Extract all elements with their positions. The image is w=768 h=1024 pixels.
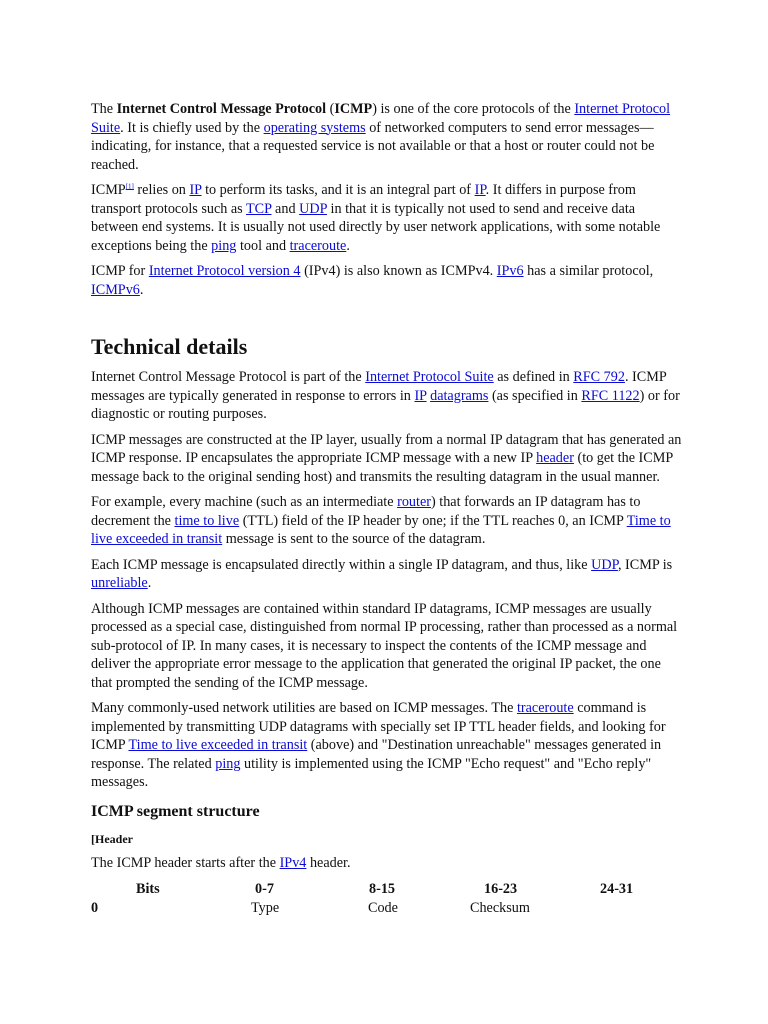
ip-relation-paragraph: ICMP[1] relies on IP to perform its tasks, and it is an integral part of IP. It differs in purpose from transport protocols such as TCP and UDP in that it is typically not used to send and receive data between end systems. It is usually not used directly by user network applications, with some notable exceptions being the ping tool and traceroute.: [91, 182, 661, 254]
link-tcp[interactable]: TCP: [246, 200, 272, 217]
link-internet-protocol-suite[interactable]: Internet Protocol Suite: [91, 101, 671, 136]
table-cell-type: Type: [251, 900, 280, 916]
table-cell-offset: 0: [91, 900, 99, 916]
link-traceroute-2[interactable]: traceroute: [516, 700, 574, 716]
table-header-16-23: 16-23: [484, 881, 518, 897]
link-traceroute[interactable]: traceroute: [289, 237, 347, 254]
link-header[interactable]: header: [536, 450, 574, 466]
link-rfc-792[interactable]: RFC 792: [573, 369, 625, 385]
table-cell-checksum: Checksum: [470, 900, 530, 916]
link-ping-2[interactable]: ping: [215, 755, 241, 772]
section-heading-technical-details: Technical details: [91, 334, 248, 359]
table-cell-code: Code: [368, 900, 398, 916]
link-ping[interactable]: ping: [211, 237, 237, 254]
section-heading-segment-structure: ICMP segment structure: [91, 802, 260, 820]
icmp-header-table: [91, 880, 683, 920]
icmpv4-paragraph: ICMP for Internet Protocol version 4 (IPv4) is also known as ICMPv4. IPv6 has a similar protocol, ICMPv6.: [91, 263, 654, 298]
link-ip[interactable]: IP: [189, 182, 202, 198]
link-udp-2[interactable]: UDP: [591, 556, 618, 573]
link-ipv4-2[interactable]: IPv4: [279, 854, 307, 871]
table-header-bits: Bits: [136, 881, 160, 897]
article-body: [91, 100, 683, 920]
table-header-8-15: 8-15: [369, 881, 396, 897]
subsection-heading-header: [Header: [91, 831, 133, 846]
header-start-paragraph: The ICMP header starts after the IPv4 header.: [91, 854, 351, 871]
citation-link[interactable]: [1]: [125, 182, 134, 191]
intro-paragraph: The Internet Control Message Protocol (ICMP) is one of the core protocols of the Internet Protocol Suite. It is chiefly used by the operating systems of networked computers to send error messages—indicating, for instance, that a requested service is not available or that a host or router could not be reached.: [91, 101, 671, 173]
link-router[interactable]: router: [397, 494, 431, 510]
link-time-to-live[interactable]: time to live: [174, 512, 240, 529]
table-header-24-31: 24-31: [600, 881, 634, 897]
link-ttl-exceeded[interactable]: Time to live exceeded in transit: [91, 512, 671, 547]
processing-paragraph: Although ICMP messages are contained within standard IP datagrams, ICMP messages are usually processed as a special case, distinguished from normal IP processing, rather than processed as a normal sub-protocol of IP. In many cases, it is necessary to inspect the contents of the ICMP message and deliver the appropriate error message to the application that generated the original IP packet, the one that prompted the sending of the ICMP message.: [91, 600, 678, 691]
utilities-paragraph: Many commonly-used network utilities are based on ICMP messages. The traceroute command is implemented by transmitting UDP datagrams with specially set IP TTL header fields, and looking for ICMP Time to live exceeded in transit (above) and "Destination unreachable" messages generated in response. The related ping utility is implemented using the ICMP "Echo request" and "Echo reply" messages.: [91, 700, 666, 790]
link-operating-systems[interactable]: operating systems: [263, 119, 366, 136]
link-ip-2[interactable]: IP: [474, 182, 486, 198]
ttl-example-paragraph: For example, every machine (such as an intermediate router) that forwards an IP datagram has to decrement the time to live (TTL) field of the IP header by one; if the TTL reaches 0, an ICMP Time to live exceeded in transit message is sent to the source of the datagram.: [91, 494, 671, 547]
link-datagrams[interactable]: datagrams: [430, 387, 489, 404]
link-internet-protocol-suite-2[interactable]: Internet Protocol Suite: [365, 369, 494, 385]
link-ipv6[interactable]: IPv6: [496, 263, 524, 279]
protocol-suite-paragraph: Internet Control Message Protocol is part of the Internet Protocol Suite as defined in RFC 792. ICMP messages are typically generated in response to errors in IP datagrams (as specified in RFC 1122) or for diagnostic or routing purposes.: [91, 369, 680, 422]
table-header-0-7: 0-7: [255, 881, 274, 897]
construction-paragraph: ICMP messages are constructed at the IP layer, usually from a normal IP datagram that has generated an ICMP response. IP encapsulates the appropriate ICMP message with a new IP header (to get the ICMP message back to the original sending host) and transmits the resulting datagram in the usual manner.: [91, 431, 682, 485]
link-ip-3[interactable]: IP: [414, 387, 427, 404]
link-icmpv6[interactable]: ICMPv6: [91, 281, 140, 298]
link-ttl-exceeded-2[interactable]: Time to live exceeded in transit: [128, 737, 308, 753]
link-udp[interactable]: UDP: [299, 200, 327, 217]
encapsulation-paragraph: Each ICMP message is encapsulated directly within a single IP datagram, and thus, like UDP, ICMP is unreliable.: [91, 556, 673, 591]
link-rfc-1122[interactable]: RFC 1122: [581, 387, 640, 404]
link-unreliable[interactable]: unreliable: [91, 575, 148, 591]
link-ipv4[interactable]: Internet Protocol version 4: [148, 263, 301, 279]
